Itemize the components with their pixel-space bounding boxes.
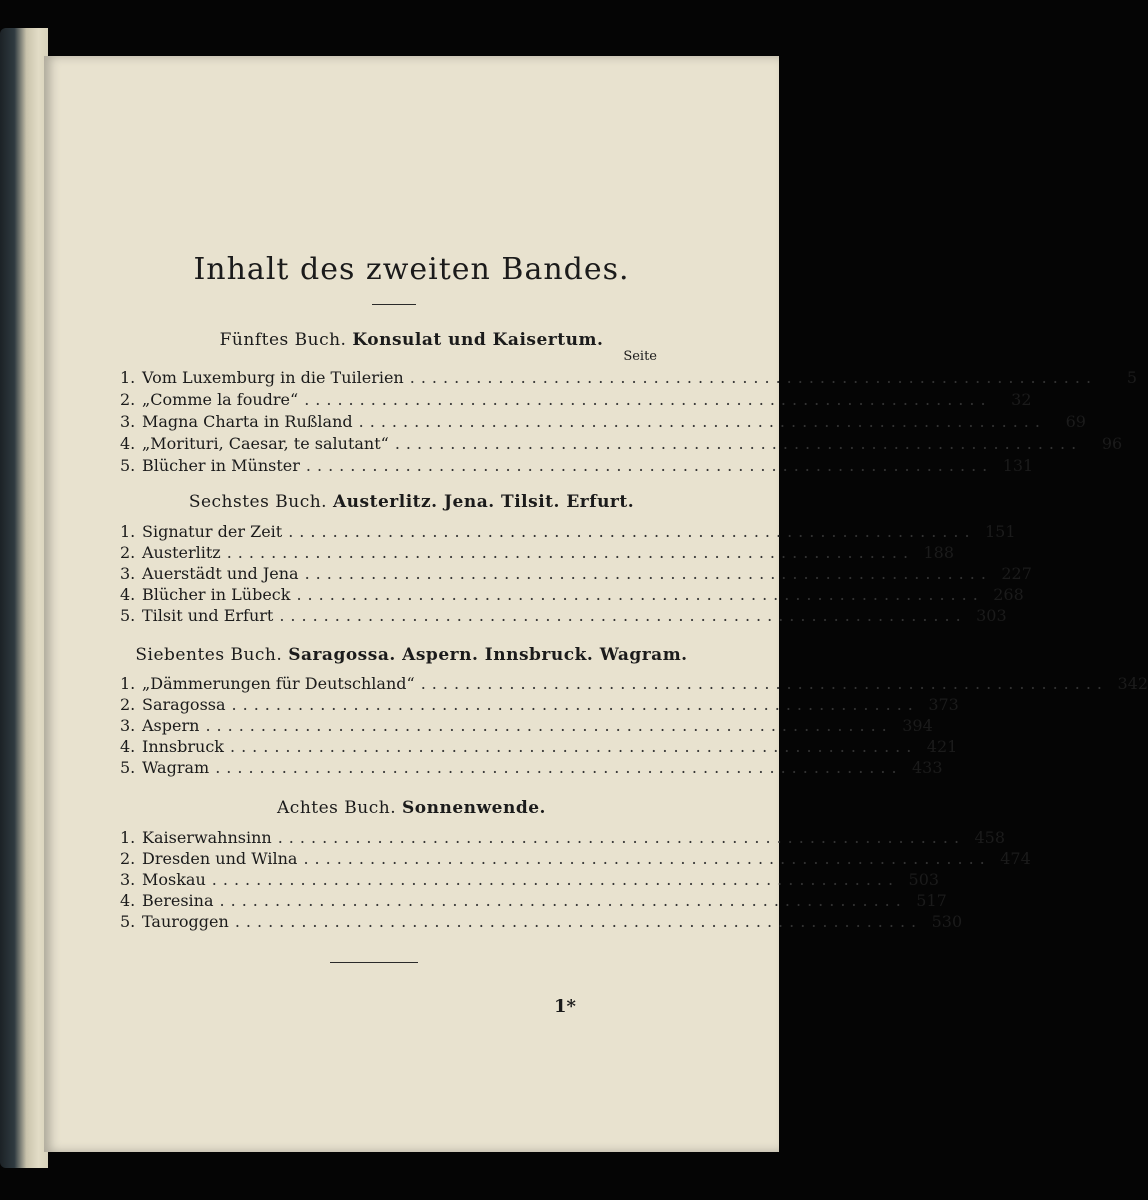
toc-entry [120, 543, 955, 565]
chapter-page: 303 [976, 606, 1007, 625]
book-heading-prefix: Siebentes Buch. [135, 645, 283, 665]
leader-dots: .............................................................. [215, 758, 903, 777]
chapter-number: 4. [120, 891, 136, 910]
toc-entry [120, 716, 933, 738]
toc-entry [120, 585, 1024, 607]
page-title: Inhalt des zweiten Bandes. [193, 252, 630, 287]
toc-entry [120, 828, 1006, 850]
chapter-page: 474 [1000, 849, 1031, 868]
leader-dots: .............................................................. [211, 870, 900, 889]
chapter-title: Blücher in Lübeck [142, 585, 291, 604]
toc-entry [120, 758, 943, 780]
chapter-number: 4. [120, 434, 136, 453]
closing-divider [330, 962, 418, 963]
chapter-title: Auerstädt und Jena [142, 564, 299, 583]
chapter-number: 2. [120, 695, 136, 714]
chapter-page: 188 [923, 543, 955, 562]
chapter-page: 151 [985, 522, 1016, 541]
book-heading-title: Konsulat und Kaisertum. [352, 330, 604, 350]
chapter-number: 4. [120, 585, 136, 604]
chapter-number: 2. [120, 543, 136, 562]
book-heading [44, 330, 779, 350]
toc-entry [120, 564, 1032, 586]
chapter-title: Tauroggen [142, 912, 229, 931]
toc-entry [120, 674, 1148, 696]
leader-dots: .............................................................. [303, 849, 991, 868]
chapter-number: 5. [120, 456, 136, 475]
chapter-number: 3. [120, 716, 136, 735]
chapter-page: 458 [974, 828, 1006, 847]
book-heading-title: Saragossa. Aspern. Innsbruck. Wagram. [288, 645, 688, 665]
chapter-title: „Morituri, Caesar, te salutant“ [142, 434, 389, 453]
chapter-page: 131 [1002, 456, 1034, 475]
toc-entry [120, 891, 947, 913]
chapter-number: 5. [120, 912, 136, 931]
chapter-title: Wagram [142, 758, 210, 777]
chapter-page: 433 [911, 758, 943, 777]
book-heading-prefix: Fünftes Buch. [219, 330, 347, 350]
chapter-title: „Dämmerungen für Deutschland“ [142, 674, 415, 693]
chapter-number: 3. [120, 412, 136, 431]
leader-dots: .............................................................. [288, 522, 976, 541]
book-heading-title: Sonnenwende. [402, 798, 546, 818]
chapter-title: Kaiserwahnsinn [142, 828, 272, 847]
toc-entry [120, 912, 963, 934]
chapter-page: 394 [902, 716, 933, 735]
chapter-page: 227 [1001, 564, 1032, 583]
chapter-title: Vom Luxemburg in die Tuilerien [142, 368, 404, 387]
leader-dots: .............................................................. [304, 564, 992, 583]
leader-dots: .............................................................. [304, 390, 992, 409]
chapter-page: 268 [993, 585, 1024, 604]
chapter-page: 530 [931, 912, 963, 931]
chapter-number: 3. [120, 870, 136, 889]
toc-entry [120, 522, 1016, 544]
chapter-page: 421 [926, 737, 958, 756]
chapter-page: 96 [1101, 434, 1123, 453]
chapter-title: Innsbruck [142, 737, 224, 756]
toc-entry [120, 368, 1138, 390]
chapter-title: „Comme la foudre“ [142, 390, 299, 409]
leader-dots: .............................................................. [231, 695, 919, 714]
leader-dots: .............................................................. [234, 912, 923, 931]
book-heading-title: Austerlitz. Jena. Tilsit. Erfurt. [332, 492, 635, 512]
chapter-title: Moskau [142, 870, 206, 889]
chapter-page: 342 [1117, 674, 1148, 693]
leader-dots: .............................................................. [409, 368, 1098, 387]
leader-dots: .............................................................. [296, 585, 984, 604]
chapter-number: 2. [120, 849, 136, 868]
chapter-page: 503 [908, 870, 940, 889]
toc-entry [120, 456, 1034, 478]
chapter-number: 1. [120, 828, 136, 847]
leader-dots: .............................................................. [305, 456, 994, 475]
chapter-number: 2. [120, 390, 136, 409]
chapter-title: Tilsit und Erfurt [142, 606, 274, 625]
leader-dots: .............................................................. [230, 737, 918, 756]
book-page [44, 56, 1148, 1152]
toc-entry [120, 737, 958, 759]
chapter-title: Saragossa [142, 695, 226, 714]
chapter-number: 5. [120, 606, 136, 625]
toc-entry [120, 606, 1007, 628]
chapter-page: 32 [1011, 390, 1032, 409]
chapter-title: Beresina [142, 891, 214, 910]
signature-mark: 1* [554, 996, 576, 1017]
book-heading [44, 645, 779, 665]
chapter-title: Dresden und Wilna [142, 849, 298, 868]
leader-dots: .............................................................. [279, 606, 967, 625]
leader-dots: .............................................................. [277, 828, 966, 847]
chapter-title: Austerlitz [142, 543, 221, 562]
toc-entry [120, 412, 1086, 434]
chapter-page: 517 [916, 891, 947, 910]
leader-dots: .............................................................. [226, 543, 915, 562]
leader-dots: .............................................................. [420, 674, 1109, 693]
chapter-page: 69 [1065, 412, 1086, 431]
book-spine [0, 28, 48, 1168]
chapter-page: 5 [1126, 368, 1138, 387]
title-divider [372, 304, 416, 305]
toc-entry [120, 695, 959, 717]
chapter-number: 3. [120, 564, 136, 583]
chapter-title: Blücher in Münster [142, 456, 300, 475]
toc-entry [120, 434, 1123, 456]
chapter-number: 1. [120, 674, 136, 693]
book-heading [44, 798, 779, 818]
leader-dots: .............................................................. [394, 434, 1083, 453]
page-column-header: Seite [623, 349, 657, 364]
chapter-page: 373 [928, 695, 959, 714]
chapter-title: Aspern [142, 716, 200, 735]
chapter-number: 5. [120, 758, 136, 777]
book-heading-prefix: Achtes Buch. [277, 798, 397, 818]
chapter-title: Signatur der Zeit [142, 522, 283, 541]
chapter-title: Magna Charta in Rußland [142, 412, 353, 431]
leader-dots: .............................................................. [358, 412, 1046, 431]
toc-entry [120, 390, 1032, 412]
toc-entry [120, 849, 1031, 871]
book-heading-prefix: Sechstes Buch. [188, 492, 328, 512]
chapter-number: 1. [120, 368, 136, 387]
leader-dots: .............................................................. [219, 891, 907, 910]
chapter-number: 4. [120, 737, 136, 756]
toc-entry [120, 870, 940, 892]
book-heading [44, 492, 779, 512]
chapter-number: 1. [120, 522, 136, 541]
leader-dots: .............................................................. [205, 716, 893, 735]
